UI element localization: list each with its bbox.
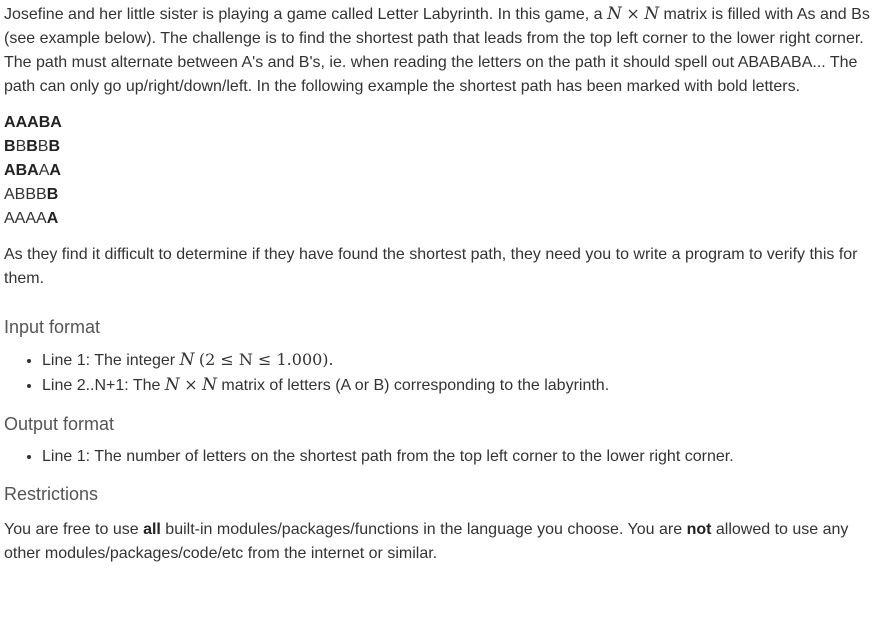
matrix-cell: B xyxy=(15,138,27,155)
matrix-cell-path: B xyxy=(38,114,51,131)
matrix-cell-path: B xyxy=(46,186,59,203)
matrix-cell-path: A xyxy=(27,162,39,179)
matrix-cell: A xyxy=(36,210,47,227)
matrix-row xyxy=(4,135,870,159)
math-times: × xyxy=(626,4,640,23)
math-n: N xyxy=(179,350,195,370)
matrix-cell: B xyxy=(37,138,49,155)
matrix-cell-path: A xyxy=(4,162,16,179)
problem-intro xyxy=(4,2,870,99)
matrix-cell: A xyxy=(38,162,50,179)
matrix-row xyxy=(4,207,870,231)
matrix-cell: A xyxy=(4,210,15,227)
matrix-cell-path: B xyxy=(26,138,38,155)
restrictions-text-2: built-in modules/packages/functions in the language you choose. You are xyxy=(160,521,687,538)
math-n: N xyxy=(164,375,180,395)
matrix-cell-path: A xyxy=(50,114,62,131)
restrictions-text-3: allowed to use any other modules/packages/code/etc from the internet or similar. xyxy=(4,521,849,562)
matrix-cell-path: A xyxy=(27,114,39,131)
matrix-cell: A xyxy=(25,210,37,227)
intro-text-before: Josefine and her little sister is playing a game called Letter Labyrinth. In this game, a xyxy=(4,6,603,23)
matrix-cell: A xyxy=(14,210,26,227)
restrictions-bold-not: not xyxy=(686,521,712,538)
math-n: N xyxy=(607,4,622,24)
math-n: N xyxy=(202,375,217,395)
input-line-2 xyxy=(42,373,870,398)
verify-paragraph: As they find it difficult to determine if they have found the shortest path, they need you to write a program to verify this for them. xyxy=(4,246,858,287)
input-line-1 xyxy=(42,348,870,373)
restrictions-bold-all: all xyxy=(143,521,161,538)
matrix-cell: B xyxy=(25,186,37,203)
matrix-cell-path: B xyxy=(4,138,16,155)
restrictions-paragraph xyxy=(4,518,870,566)
input-line-2-suffix: matrix of letters (A or B) corresponding to the labyrinth. xyxy=(221,377,610,394)
input-format-list xyxy=(4,348,870,398)
matrix-cell-path: A xyxy=(4,114,16,131)
matrix-cell-path: B xyxy=(15,162,28,179)
input-line-1-text: Line 1: The integer xyxy=(42,352,176,369)
input-format-heading: Input format xyxy=(4,317,101,337)
matrix-cell: B xyxy=(14,186,26,203)
math-n: N xyxy=(644,4,660,24)
input-constraint: (2 ≤ N ≤ 1.000). xyxy=(198,350,334,369)
matrix-cell-path: A xyxy=(15,114,28,131)
restrictions-heading: Restrictions xyxy=(4,484,99,504)
intro-text-after: matrix is filled with As and Bs (see example below). The challenge is to find the shortest path that leads from the top left corner to the lower right corner. The path must alternate between A's and B's, ie. when reading the letters on the path it should spell out ABABABA... The path can only go up/right/down/left. In the following example the shortest path has been marked with bold letters. xyxy=(4,6,870,95)
input-line-2-text: Line 2..N+1: The xyxy=(42,377,161,394)
restrictions-text-1: You are free to use xyxy=(4,521,144,538)
matrix-cell: A xyxy=(4,186,15,203)
output-line-1: • Line 1: The number of letters on the shortest path from the top left corner to the lower right corner. xyxy=(42,445,870,469)
matrix-cell-path: B xyxy=(48,138,61,155)
matrix-cell-path: A xyxy=(46,210,59,227)
matrix-cell: B xyxy=(36,186,47,203)
output-format-heading: Output format xyxy=(4,414,115,434)
output-format-list xyxy=(4,445,870,469)
math-times: × xyxy=(184,375,198,394)
matrix-row xyxy=(4,159,870,183)
matrix-row xyxy=(4,183,870,207)
matrix-row xyxy=(4,111,870,135)
example-matrix xyxy=(4,111,870,231)
matrix-cell-path: A xyxy=(49,162,61,179)
